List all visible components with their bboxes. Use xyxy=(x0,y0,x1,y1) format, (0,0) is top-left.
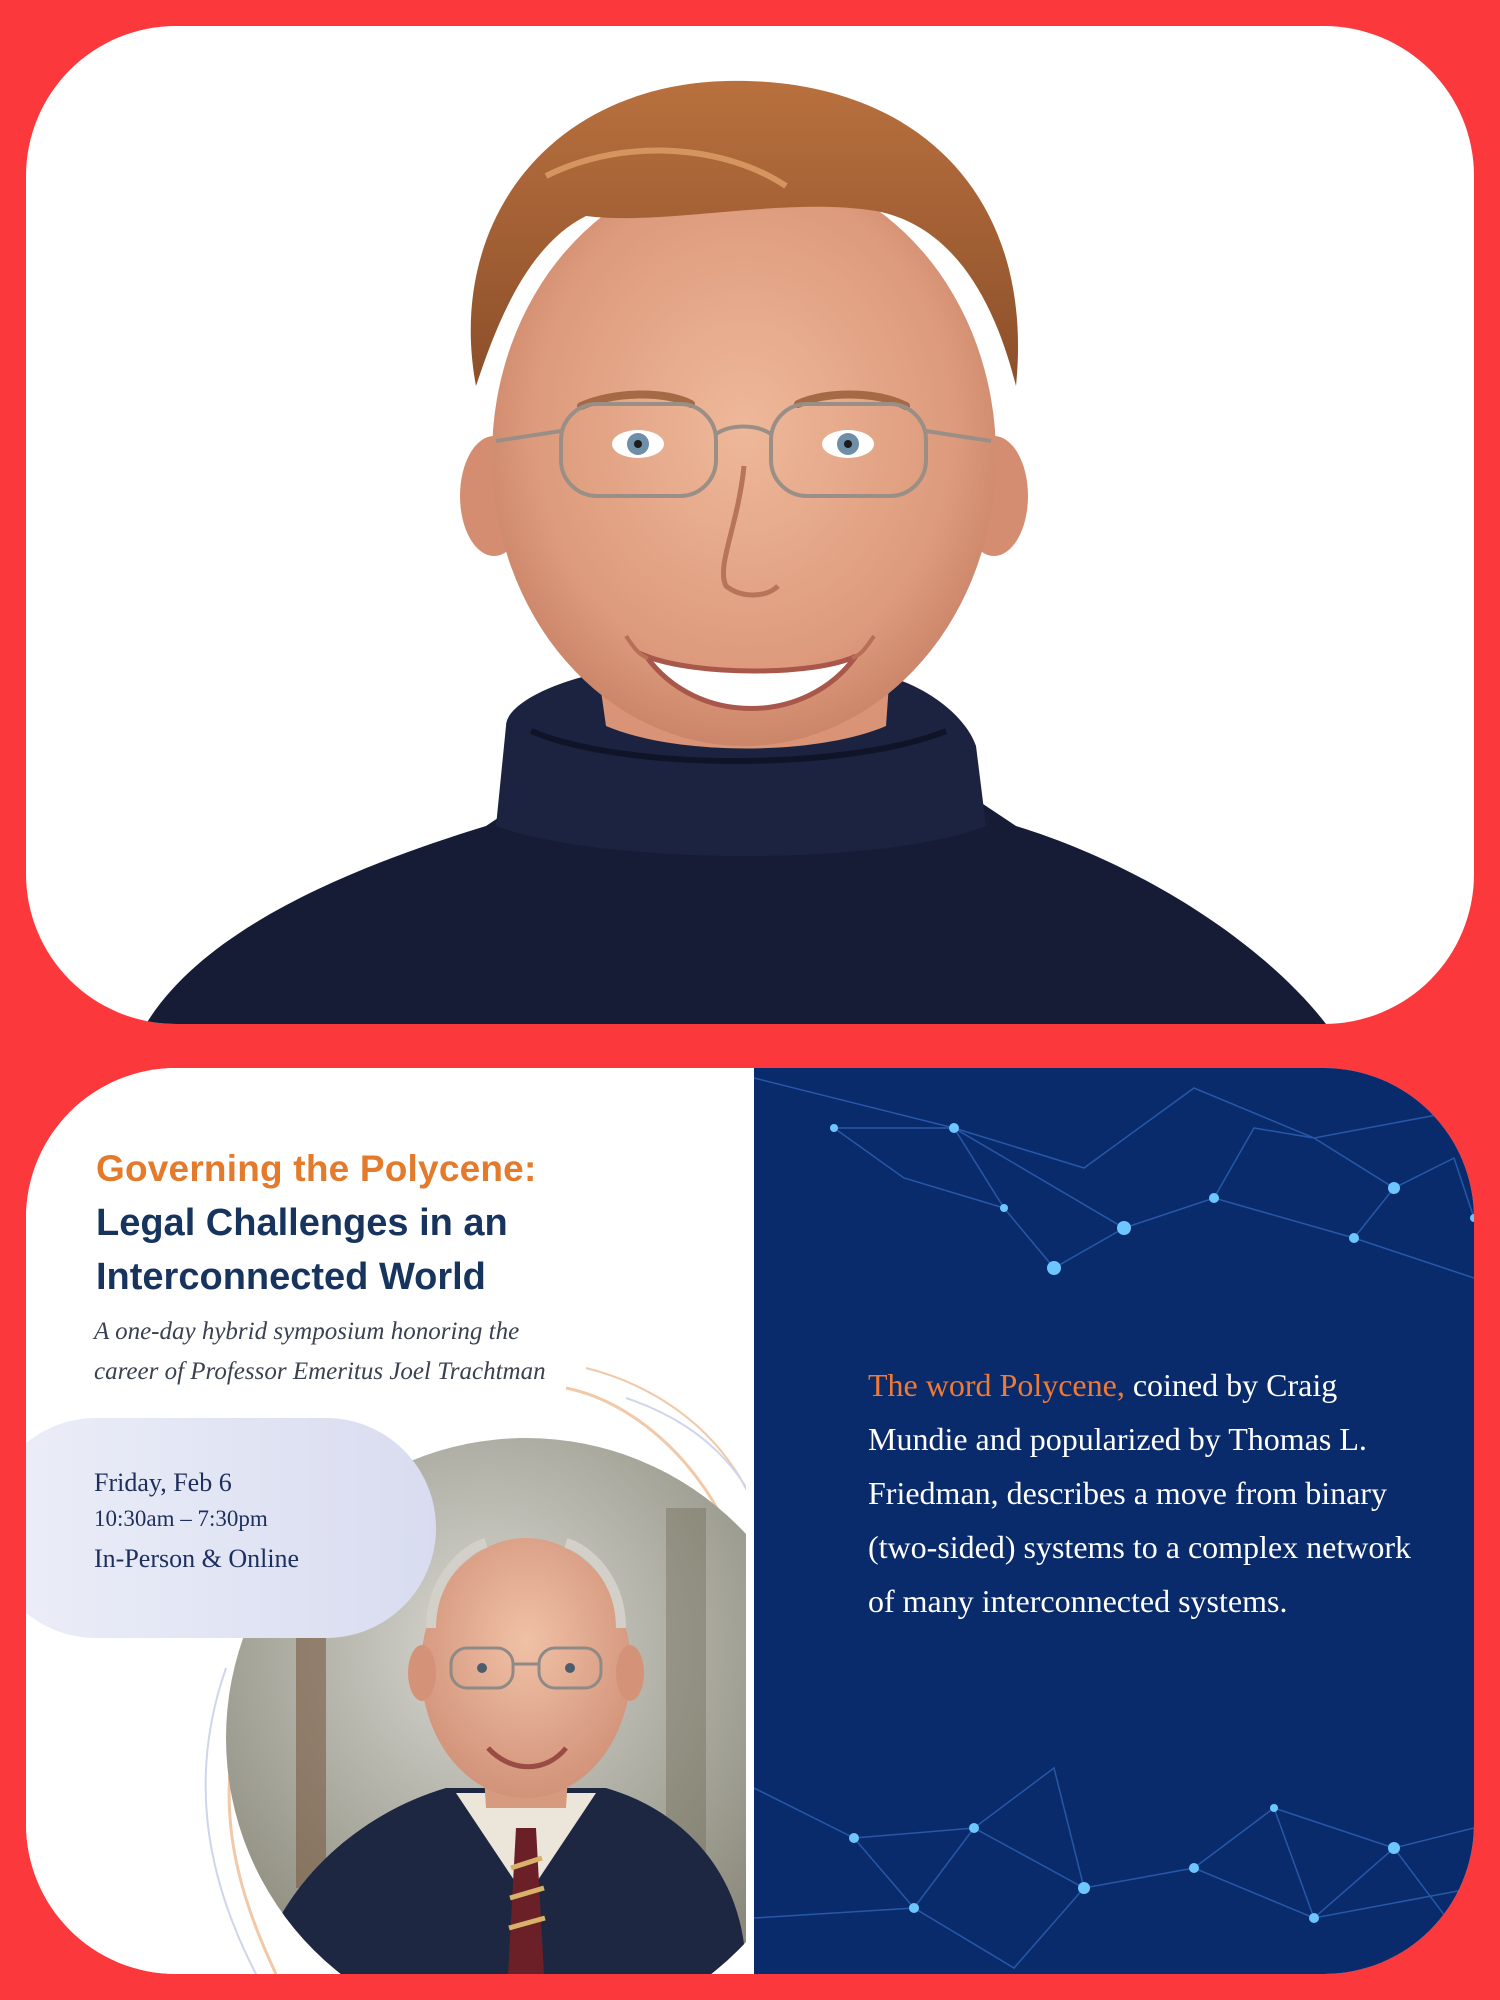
event-flyer xyxy=(26,1068,746,1974)
event-title-line-2: Legal Challenges in an xyxy=(96,1202,508,1244)
portrait-photo xyxy=(26,26,1474,1024)
panel-divider xyxy=(746,1068,754,1974)
quote-body: coined by Craig Mundie and popularized by Thomas L. Friedman, describes a move from binary (two-sided) systems to a complex network of many interconnected systems. xyxy=(868,1367,1411,1619)
event-subtitle-line-2: career of Professor Emeritus Joel Trachtman xyxy=(94,1358,546,1385)
quote-lead: The word Polycene, xyxy=(868,1367,1125,1403)
event-title-line-3: Interconnected World xyxy=(96,1256,486,1298)
event-subtitle-line-1: A one-day hybrid symposium honoring the xyxy=(94,1318,520,1345)
event-date: Friday, Feb 6 xyxy=(94,1468,232,1497)
event-mode: In-Person & Online xyxy=(94,1544,300,1573)
quote-panel xyxy=(754,1068,1474,1974)
polycene-quote xyxy=(868,1358,1428,1628)
bottom-collage-panel xyxy=(26,1068,1474,1974)
event-title-line-1: Governing the Polycene: xyxy=(96,1148,537,1189)
top-portrait-panel xyxy=(26,26,1474,1024)
event-time: 10:30am – 7:30pm xyxy=(94,1506,268,1531)
